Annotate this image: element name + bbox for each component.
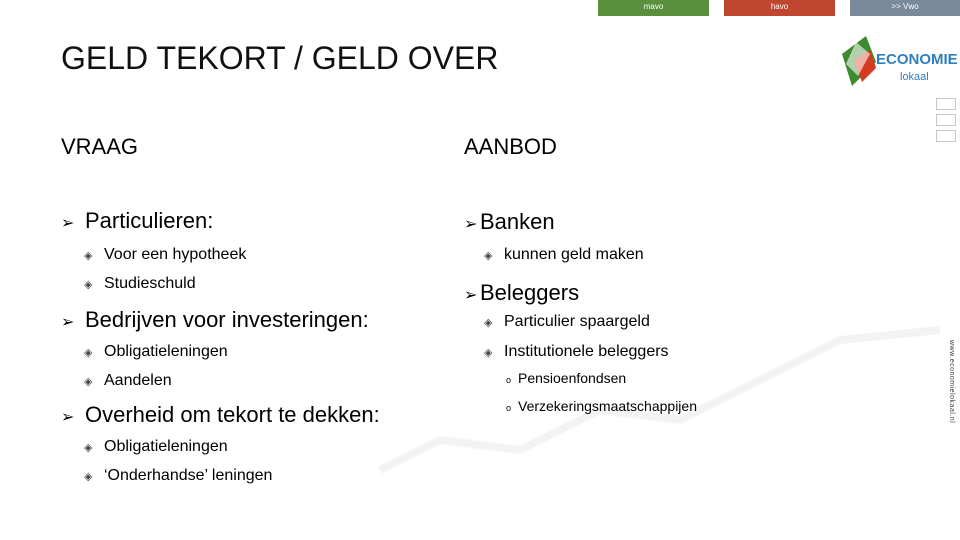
bullet-icon: ◈ <box>84 250 93 262</box>
list-item: ◈ Studieschuld <box>84 275 196 292</box>
svg-text:lokaal: lokaal <box>900 71 929 83</box>
bullet-icon: ◈ <box>484 250 493 262</box>
website-url: www.economielokaal.nl <box>948 340 955 424</box>
arrow-bullet-icon: ➢ <box>61 215 75 232</box>
tab-vwo[interactable]: >> Vwo <box>850 0 960 16</box>
bullet-icon: ◈ <box>84 279 93 291</box>
arrow-bullet-icon: ➢ <box>464 287 478 304</box>
list-item: ◈ Aandelen <box>84 372 172 389</box>
circle-bullet-icon: o <box>506 403 512 413</box>
list-item: ➢ Particulieren: <box>61 208 214 233</box>
bullet-icon: ◈ <box>84 347 93 359</box>
svg-text:ECONOMIE: ECONOMIE <box>876 51 958 68</box>
bullet-icon: ◈ <box>84 376 93 388</box>
arrow-bullet-icon: ➢ <box>61 314 75 331</box>
economie-lokaal-logo <box>836 24 958 96</box>
bullet-icon: ◈ <box>84 471 93 483</box>
aanbod-heading: AANBOD <box>464 134 557 159</box>
list-item: o Verzekeringsmaatschappijen <box>506 398 697 414</box>
list-item: ◈ ‘Onderhandse’ leningen <box>84 467 273 484</box>
list-item: ➢ Beleggers <box>464 280 580 305</box>
bullet-icon: ◈ <box>84 442 93 454</box>
bullet-icon: ◈ <box>484 317 493 329</box>
list-item: ➢ Overheid om tekort te dekken: <box>61 402 380 427</box>
vraag-heading: VRAAG <box>61 134 139 159</box>
list-item: ◈ Obligatieleningen <box>84 438 228 455</box>
circle-bullet-icon: o <box>506 375 512 385</box>
arrow-bullet-icon: ➢ <box>61 409 75 426</box>
tab-mavo[interactable]: mavo <box>598 0 709 16</box>
list-item: o Pensioenfondsen <box>506 370 627 386</box>
list-item: ◈ Obligatieleningen <box>84 343 228 360</box>
decorative-squares <box>936 98 956 146</box>
list-item: ➢ Bedrijven voor investeringen: <box>61 307 369 332</box>
list-item: ◈ Particulier spaargeld <box>484 313 650 330</box>
list-item: ◈ Institutionele beleggers <box>484 343 669 360</box>
tab-havo[interactable]: havo <box>724 0 835 16</box>
list-item: ◈ kunnen geld maken <box>484 246 644 263</box>
list-item: ◈ Voor een hypotheek <box>84 246 247 263</box>
arrow-bullet-icon: ➢ <box>464 216 478 233</box>
list-item: ➢ Banken <box>464 209 555 234</box>
bullet-icon: ◈ <box>484 347 493 359</box>
page-title: GELD TEKORT / GELD OVER <box>61 40 499 76</box>
